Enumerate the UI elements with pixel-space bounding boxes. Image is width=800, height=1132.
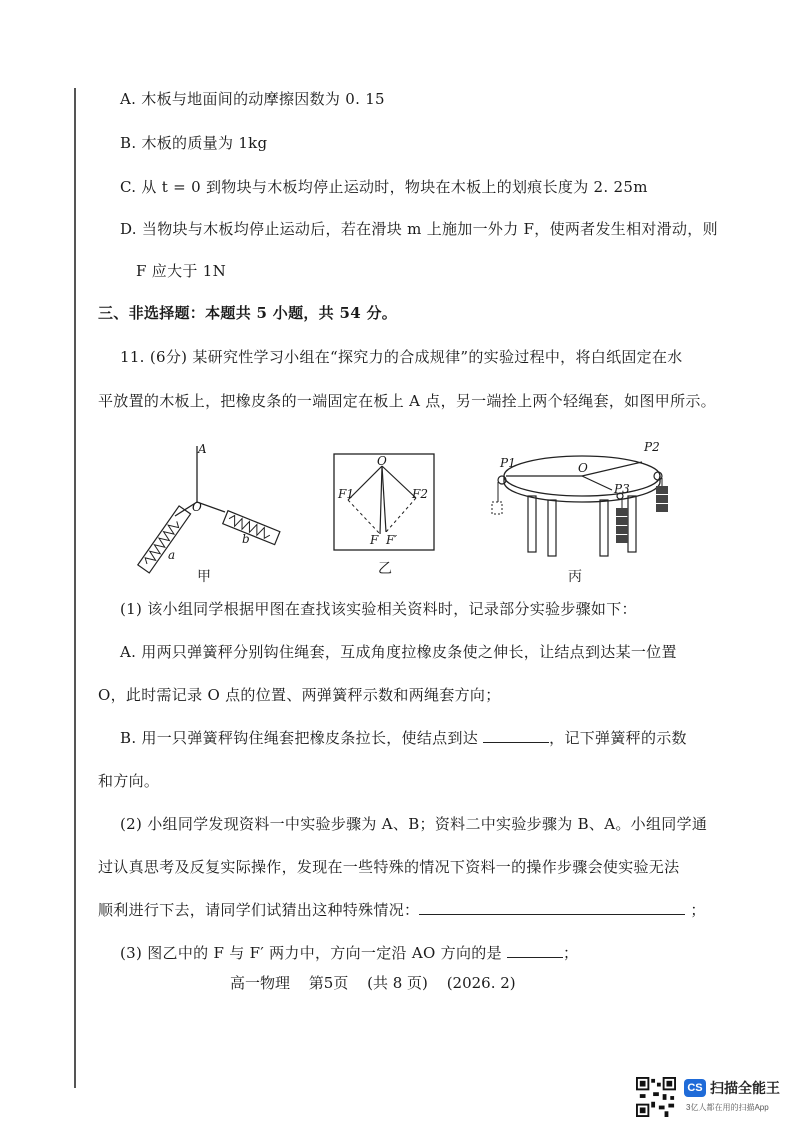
jia-label-b: b <box>242 532 250 546</box>
q11-part2-line2: 过认真思考及反复实际操作，发现在一些特殊的情况下资料一的操作步骤会使实验无法 <box>98 858 680 876</box>
figure-jia <box>135 440 285 580</box>
q11-step-b-line1 <box>120 727 687 748</box>
cs-logo-icon: CS <box>684 1079 706 1097</box>
scanner-app-tagline: 3亿人都在用的扫描App <box>686 1103 769 1112</box>
option-c: C. 从 t = 0 到物块与木板均停止运动时，物块在木板上的划痕长度为 2. 25m <box>120 178 648 196</box>
option-b: B. 木板的质量为 1kg <box>120 134 268 152</box>
answer-blank-1[interactable] <box>483 728 549 743</box>
bing-label-o: O <box>578 461 588 475</box>
yi-label-fprime: F′ <box>386 533 398 547</box>
option-d-line2: F 应大于 1N <box>136 262 227 280</box>
q11-step-a-line2: O，此时需记录 O 点的位置、两弹簧秤示数和两绳套方向； <box>98 686 501 704</box>
margin-line <box>74 88 76 1088</box>
bing-label-p1: P1 <box>500 456 516 470</box>
bing-label-p3: P3 <box>614 482 630 496</box>
answer-blank-2[interactable] <box>419 900 685 915</box>
part3-text-after: ； <box>562 944 579 962</box>
part2-text-before: 顺利进行下去，请同学们试猜出这种特殊情况： <box>98 901 420 919</box>
part2-text-after: ； <box>690 901 706 919</box>
footer-total: (共 8 页) <box>367 974 428 992</box>
yi-label-o: O <box>377 454 387 468</box>
q11-step-b-line2: 和方向。 <box>98 772 160 790</box>
q11-part3 <box>120 942 578 963</box>
q11-step-a-line1: A. 用两只弹簧秤分别钩住绳套，互成角度拉橡皮条使之伸长，让结点到达某一位置 <box>120 643 677 661</box>
q11-intro-line1: 11. (6分) 某研究性学习小组在“探究力的合成规律”的实验过程中，将白纸固定在水 <box>120 348 683 366</box>
q11-part1-lead: (1) 该小组同学根据甲图在查找该实验相关资料时，记录部分实验步骤如下： <box>120 600 637 618</box>
jia-caption: 甲 <box>197 569 211 585</box>
step-b-text-before: B. 用一只弹簧秤钩住绳套把橡皮条拉长，使结点到达 <box>120 729 479 747</box>
jia-label-o: O <box>192 500 202 514</box>
step-b-text-after: ，记下弹簧秤的示数 <box>549 729 687 747</box>
part3-text-before: (3) 图乙中的 F 与 F′ 两力中，方向一定沿 AO 方向的是 <box>120 944 502 962</box>
scanner-app-name: 扫描全能王 <box>710 1080 780 1096</box>
q11-part2-line3 <box>98 899 706 920</box>
scanner-watermark <box>636 1075 786 1123</box>
bing-label-p2: P2 <box>644 440 660 454</box>
jia-label-a-point: A <box>198 442 207 456</box>
answer-blank-3[interactable] <box>507 943 563 958</box>
yi-label-f1: F1 <box>338 487 354 501</box>
footer-page: 第5页 <box>308 974 349 992</box>
yi-label-f: F <box>370 533 379 547</box>
qr-code-icon <box>636 1077 676 1117</box>
yi-caption: 乙 <box>378 561 392 577</box>
q11-part2-line1: (2) 小组同学发现资料一中实验步骤为 A、B；资料二中实验步骤为 B、A。小组同学通 <box>120 815 708 833</box>
jia-label-a: a <box>168 548 176 562</box>
yi-label-f2: F2 <box>412 487 428 501</box>
q11-intro-line2: 平放置的木板上，把橡皮条的一端固定在板上 A 点，另一端拴上两个轻绳套，如图甲所示。 <box>98 392 716 410</box>
footer-subject: 高一物理 <box>230 974 291 992</box>
page-footer <box>230 972 530 993</box>
bing-caption: 丙 <box>568 569 582 585</box>
section-title: 三、非选择题：本题共 5 小题，共 54 分。 <box>98 304 398 322</box>
option-a: A. 木板与地面间的动摩擦因数为 0. 15 <box>120 90 385 108</box>
footer-date: (2026. 2) <box>446 974 516 992</box>
option-d-line1: D. 当物块与木板均停止运动后，若在滑块 m 上施加一外力 F，使两者发生相对滑动，则 <box>120 220 718 238</box>
